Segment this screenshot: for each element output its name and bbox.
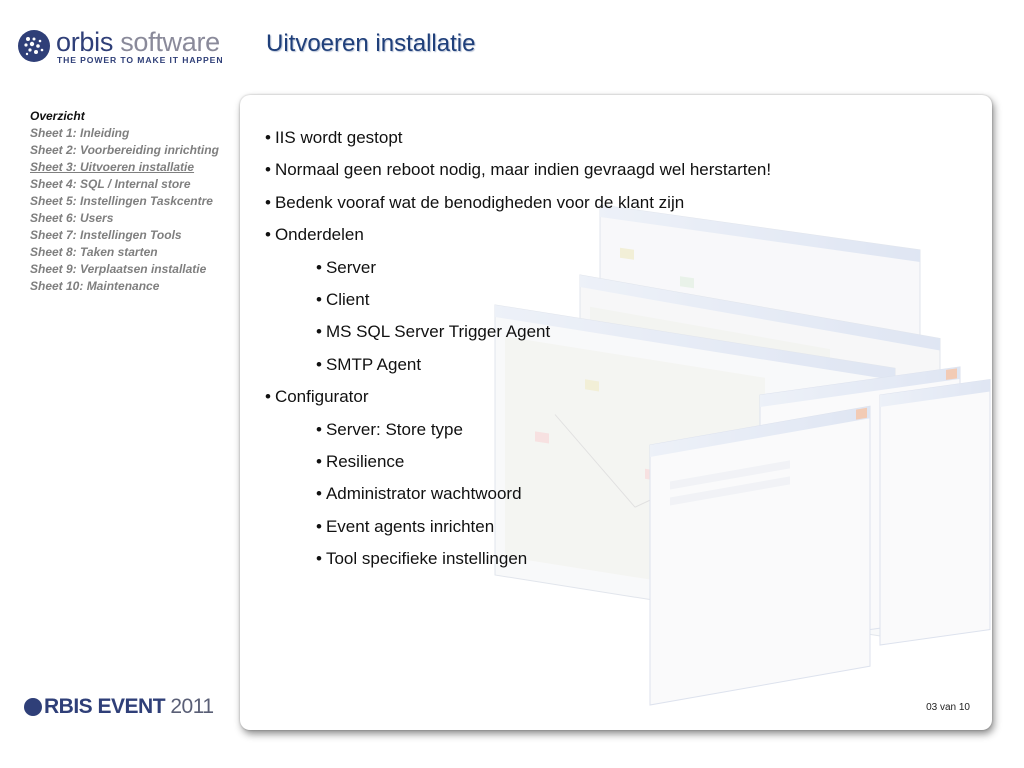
nav-item-sheet-7[interactable]: Sheet 7: Instellingen Tools [30, 228, 182, 242]
nav-item-sheet-1[interactable]: Sheet 1: Inleiding [30, 126, 130, 140]
nav-item-sheet-9[interactable]: Sheet 9: Verplaatsen installatie [30, 262, 207, 276]
nav-item-sheet-4[interactable]: Sheet 4: SQL / Internal store [30, 177, 191, 191]
nav-item-sheet-5[interactable]: Sheet 5: Instellingen Taskcentre [30, 194, 213, 208]
event-logo-text: RBIS EVENT 2011 [44, 695, 214, 718]
bullet-item: • Bedenk vooraf wat de benodigheden voor de klant zijn [265, 192, 685, 212]
nav-item-sheet-3[interactable]: Sheet 3: Uitvoeren installatie [30, 160, 195, 174]
sub-bullet-item: • Server: Store type [316, 419, 463, 439]
sheet-navigation [30, 108, 240, 295]
bullet-item: • Normaal geen reboot nodig, maar indien gevraagd wel herstarten! [265, 160, 772, 180]
orbis-software-logo [18, 28, 238, 68]
slide-content-card [240, 95, 992, 730]
nav-item-sheet-10[interactable]: Sheet 10: Maintenance [30, 279, 160, 293]
logo-wordmark: orbis software [56, 27, 220, 57]
bullet-list [265, 122, 972, 576]
logo-tagline: THE POWER TO MAKE IT HAPPEN [57, 55, 224, 65]
sub-bullet-item: • Event agents inrichten [316, 516, 495, 536]
nav-item-sheet-6[interactable]: Sheet 6: Users [30, 211, 114, 225]
sub-bullet-item: • SMTP Agent [316, 354, 422, 374]
nav-item-sheet-2[interactable]: Sheet 2: Voorbereiding inrichting [30, 143, 219, 157]
sub-bullet-item: • Tool specifieke instellingen [316, 549, 528, 569]
orbis-logo-icon [18, 30, 50, 62]
sub-bullet-item: • Resilience [316, 452, 405, 472]
sub-bullet-item: • MS SQL Server Trigger Agent [316, 322, 551, 342]
page-number: 03 van 10 [926, 702, 970, 713]
bullet-item: • Onderdelen [265, 225, 364, 245]
bullet-item: • Configurator [265, 387, 369, 407]
sub-bullet-item: • Server [316, 257, 377, 277]
nav-item-sheet-8[interactable]: Sheet 8: Taken starten [30, 245, 158, 259]
orbis-event-logo [22, 690, 237, 732]
bullet-item: • IIS wordt gestopt [265, 128, 403, 147]
sub-bullet-item: • Administrator wachtwoord [316, 484, 522, 504]
orbis-event-icon [24, 698, 42, 716]
sub-bullet-item: • Client [316, 290, 370, 310]
page-title: Uitvoeren installatie [266, 30, 476, 57]
nav-item-overzicht[interactable]: Overzicht [30, 109, 85, 123]
